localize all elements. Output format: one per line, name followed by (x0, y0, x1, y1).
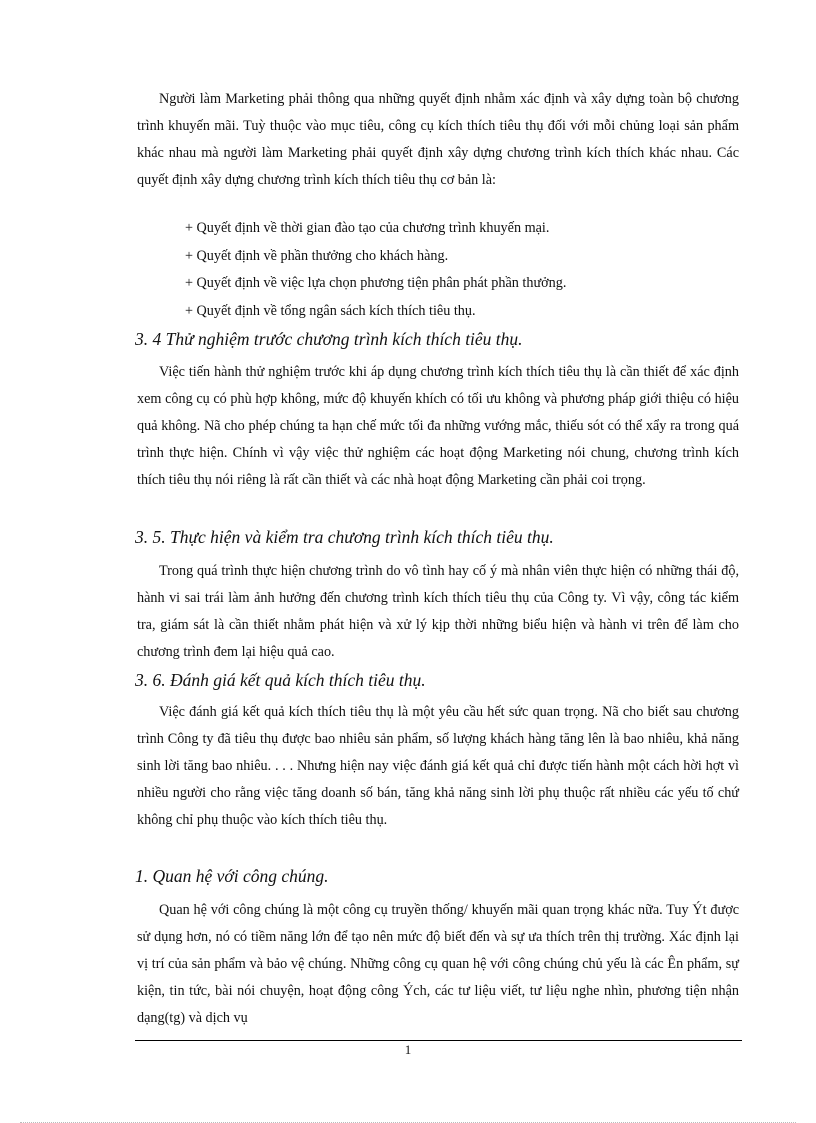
list-item: + Quyết định về phần thưởng cho khách hàng. (185, 247, 449, 264)
section-3-4-heading: 3. 4 Thử nghiệm trước chương trình kích thích tiêu thụ. (135, 329, 523, 349)
list-item: + Quyết định về tổng ngân sách kích thích tiêu thụ. (185, 302, 476, 319)
section-3-6-heading: 3. 6. Đánh giá kết quả kích thích tiêu thụ. (135, 670, 426, 690)
list-item: + Quyết định về thời gian đào tạo của chương trình khuyến mại. (185, 220, 550, 236)
decision-list (185, 215, 745, 325)
section-3-5-heading: 3. 5. Thực hiện và kiểm tra chương trình kích thích tiêu thụ. (135, 527, 554, 547)
list-item: + Quyết định về việc lựa chọn phương tiện phân phát phần thưởng. (185, 275, 567, 291)
footer-divider (135, 1040, 742, 1041)
section-3-4-paragraph: Việc tiến hành thử nghiệm trước khi áp dụng chương trình kích thích tiêu thụ là cần thiết để xác định xem công cụ có phù hợp không, mức độ khuyến khích có tối ưu không và phương pháp giới thiệu có hiệu quả không. Nã cho phép chúng ta hạn chế mức tối đa những vướng mắc, thiếu sót có thể xẩy ra trong quá trình thực hiện. Chính vì vậy việc thử nghiệm các hoạt động Marketing nói chung, chương trình kích thích tiêu thụ nói riêng là rất cần thiết và các nhà hoạt động Marketing cần phải coi trọng. (137, 364, 739, 488)
section-3-6-paragraph: Việc đánh giá kết quả kích thích tiêu thụ là một yêu cầu hết sức quan trọng. Nã cho biết sau chương trình Công ty đã tiêu thụ được bao nhiêu sản phẩm, số lượng khách hàng tăng lên là bao nhiêu, khả năng sinh lời tăng bao nhiêu. . . . Nhưng hiện nay việc đánh giá kết quả chỉ được tiến hành một cách hời hợt vì nhiều người cho rằng việc tăng doanh số bán, tăng khả năng sinh lời phụ thuộc rất nhiều các yếu tố chứ không chỉ phụ thuộc vào kích thích tiêu thụ. (137, 704, 739, 828)
section-1-heading: 1. Quan hệ với công chúng. (135, 866, 329, 886)
section-3-5-paragraph: Trong quá trình thực hiện chương trình do vô tình hay cố ý mà nhân viên thực hiện có những thái độ, hành vi sai trái làm ảnh hưởng đến chương trình kích thích tiêu thụ của Công ty. Vì vậy, công tác kiểm tra, giám sát là cần thiết nhằm phát hiện và xử lý kịp thời những biểu hiện và hành vi trên để làm cho chương trình đem lại hiệu quả cao. (137, 563, 739, 660)
page-number: 1 (404, 1042, 412, 1057)
section-1-paragraph: Quan hệ với công chúng là một công cụ truyền thống/ khuyến mãi quan trọng khác nữa. Tuy Ýt được sử dụng hơn, nó có tiềm năng lớn để tạo nên mức độ biết đến và sự ưa thích trên thị trường. Xác định lại vị trí của sản phẩm và bảo vệ chúng. Những công cụ quan hệ với công chúng chủ yếu là các Ên phẩm, sự kiện, tin tức, bài nói chuyện, hoạt động công Ých, các tư liệu viết, tư liệu nghe nhìn, phương tiện nhận dạng(tg) và dịch vụ (137, 902, 739, 1026)
intro-paragraph: Người làm Marketing phải thông qua những quyết định nhằm xác định và xây dựng toàn bộ chương trình khuyến mãi. Tuỳ thuộc vào mục tiêu, công cụ kích thích tiêu thụ đối với mỗi chủng loại sản phẩm khác nhau mà người làm Marketing phải quyết định xây dựng chương trình kích thích khác nhau. Các quyết định xây dựng chương trình kích thích tiêu thụ cơ bản là: (137, 91, 739, 188)
